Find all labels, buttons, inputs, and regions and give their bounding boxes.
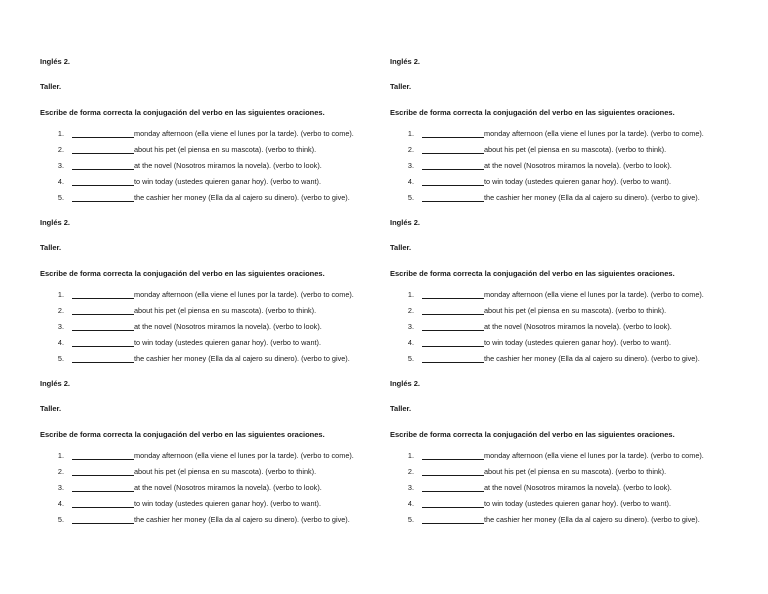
exercise-item — [390, 175, 750, 191]
answer-blank — [422, 523, 484, 524]
worksheet-title: Inglés 2. — [390, 218, 421, 227]
answer-blank — [422, 137, 484, 138]
answer-blank — [422, 507, 484, 508]
answer-blank — [422, 153, 484, 154]
answer-blank — [72, 153, 134, 154]
answer-blank — [422, 346, 484, 347]
answer-blank — [422, 459, 484, 460]
exercise-item — [40, 191, 400, 207]
exercise-text: at the novel (Nosotros miramos la novela). (verbo to look). — [484, 322, 672, 331]
exercise-text: monday afternoon (ella viene el lunes por la tarde). (verbo to come). — [484, 290, 704, 299]
exercise-number: 3. — [407, 483, 414, 492]
worksheet-subtitle: Taller. — [390, 404, 412, 413]
exercise-number: 4. — [57, 177, 64, 186]
answer-blank — [72, 314, 134, 315]
exercise-number: 5. — [57, 515, 64, 524]
exercise-item — [40, 304, 400, 320]
worksheet-instruction: Escribe de forma correcta la conjugación del verbo en las siguientes oraciones. — [390, 108, 675, 117]
exercise-list — [390, 127, 750, 207]
answer-blank — [72, 459, 134, 460]
exercise-item — [40, 288, 400, 304]
exercise-number: 1. — [57, 290, 64, 299]
exercise-item — [390, 304, 750, 320]
exercise-item — [390, 497, 750, 513]
exercise-item — [40, 481, 400, 497]
answer-blank — [422, 362, 484, 363]
exercise-item — [390, 465, 750, 481]
exercise-text: the cashier her money (Ella da al cajero su dinero). (verbo to give). — [134, 354, 350, 363]
exercise-item — [390, 449, 750, 465]
exercise-item — [40, 159, 400, 175]
worksheet-title: Inglés 2. — [40, 379, 71, 388]
answer-blank — [422, 314, 484, 315]
exercise-text: about his pet (el piensa en su mascota). (verbo to think). — [484, 145, 667, 154]
exercise-text: to win today (ustedes quieren ganar hoy). (verbo to want). — [134, 338, 321, 347]
exercise-text: about his pet (el piensa en su mascota). (verbo to think). — [484, 306, 667, 315]
exercise-number: 1. — [407, 451, 414, 460]
worksheet-subtitle: Taller. — [40, 82, 62, 91]
worksheet-subtitle: Taller. — [40, 243, 62, 252]
exercise-text: monday afternoon (ella viene el lunes por la tarde). (verbo to come). — [134, 451, 354, 460]
exercise-number: 4. — [57, 338, 64, 347]
exercise-item — [40, 449, 400, 465]
exercise-number: 4. — [407, 499, 414, 508]
exercise-text: to win today (ustedes quieren ganar hoy). (verbo to want). — [134, 499, 321, 508]
answer-blank — [72, 201, 134, 202]
exercise-list — [40, 288, 400, 368]
exercise-number: 5. — [407, 193, 414, 202]
answer-blank — [422, 185, 484, 186]
exercise-text: the cashier her money (Ella da al cajero su dinero). (verbo to give). — [484, 193, 700, 202]
worksheet-subtitle: Taller. — [390, 82, 412, 91]
exercise-text: the cashier her money (Ella da al cajero su dinero). (verbo to give). — [134, 193, 350, 202]
exercise-text: monday afternoon (ella viene el lunes por la tarde). (verbo to come). — [134, 290, 354, 299]
exercise-item — [390, 127, 750, 143]
worksheet-title: Inglés 2. — [40, 57, 71, 66]
answer-blank — [72, 523, 134, 524]
exercise-text: at the novel (Nosotros miramos la novela). (verbo to look). — [484, 483, 672, 492]
exercise-number: 3. — [407, 161, 414, 170]
worksheet-instruction: Escribe de forma correcta la conjugación del verbo en las siguientes oraciones. — [40, 269, 325, 278]
exercise-item — [40, 127, 400, 143]
exercise-number: 3. — [407, 322, 414, 331]
exercise-text: about his pet (el piensa en su mascota). (verbo to think). — [134, 467, 317, 476]
answer-blank — [72, 491, 134, 492]
worksheet-instruction: Escribe de forma correcta la conjugación del verbo en las siguientes oraciones. — [390, 269, 675, 278]
worksheet-subtitle: Taller. — [390, 243, 412, 252]
exercise-number: 5. — [407, 515, 414, 524]
exercise-number: 5. — [57, 193, 64, 202]
exercise-text: to win today (ustedes quieren ganar hoy). (verbo to want). — [484, 177, 671, 186]
worksheet-instruction: Escribe de forma correcta la conjugación del verbo en las siguientes oraciones. — [40, 108, 325, 117]
exercise-text: at the novel (Nosotros miramos la novela). (verbo to look). — [134, 483, 322, 492]
worksheet-instruction: Escribe de forma correcta la conjugación del verbo en las siguientes oraciones. — [40, 430, 325, 439]
answer-blank — [72, 169, 134, 170]
exercise-text: at the novel (Nosotros miramos la novela). (verbo to look). — [134, 322, 322, 331]
answer-blank — [72, 330, 134, 331]
answer-blank — [72, 137, 134, 138]
exercise-item — [390, 352, 750, 368]
answer-blank — [72, 507, 134, 508]
exercise-list — [40, 127, 400, 207]
exercise-number: 3. — [57, 483, 64, 492]
answer-blank — [72, 346, 134, 347]
worksheet-title: Inglés 2. — [40, 218, 71, 227]
exercise-text: about his pet (el piensa en su mascota). (verbo to think). — [134, 145, 317, 154]
worksheet-title: Inglés 2. — [390, 379, 421, 388]
exercise-list — [390, 288, 750, 368]
exercise-item — [390, 481, 750, 497]
answer-blank — [422, 491, 484, 492]
exercise-number: 1. — [57, 129, 64, 138]
exercise-text: to win today (ustedes quieren ganar hoy). (verbo to want). — [484, 338, 671, 347]
exercise-item — [390, 320, 750, 336]
exercise-text: monday afternoon (ella viene el lunes por la tarde). (verbo to come). — [484, 451, 704, 460]
exercise-number: 2. — [57, 145, 64, 154]
exercise-number: 2. — [407, 306, 414, 315]
exercise-item — [40, 336, 400, 352]
exercise-text: the cashier her money (Ella da al cajero su dinero). (verbo to give). — [484, 515, 700, 524]
answer-blank — [422, 201, 484, 202]
exercise-number: 2. — [57, 467, 64, 476]
exercise-text: about his pet (el piensa en su mascota). (verbo to think). — [134, 306, 317, 315]
exercise-item — [40, 175, 400, 191]
exercise-number: 3. — [57, 322, 64, 331]
exercise-number: 5. — [57, 354, 64, 363]
exercise-item — [390, 288, 750, 304]
exercise-number: 4. — [407, 338, 414, 347]
exercise-item — [390, 191, 750, 207]
answer-blank — [72, 298, 134, 299]
worksheet-subtitle: Taller. — [40, 404, 62, 413]
exercise-number: 1. — [407, 290, 414, 299]
exercise-text: at the novel (Nosotros miramos la novela). (verbo to look). — [484, 161, 672, 170]
exercise-text: monday afternoon (ella viene el lunes por la tarde). (verbo to come). — [134, 129, 354, 138]
exercise-list — [390, 449, 750, 529]
exercise-text: about his pet (el piensa en su mascota). (verbo to think). — [484, 467, 667, 476]
exercise-number: 2. — [57, 306, 64, 315]
exercise-number: 2. — [407, 467, 414, 476]
exercise-number: 4. — [407, 177, 414, 186]
exercise-item — [40, 497, 400, 513]
worksheet-instruction: Escribe de forma correcta la conjugación del verbo en las siguientes oraciones. — [390, 430, 675, 439]
answer-blank — [422, 298, 484, 299]
exercise-number: 4. — [57, 499, 64, 508]
exercise-number: 1. — [407, 129, 414, 138]
exercise-text: to win today (ustedes quieren ganar hoy). (verbo to want). — [484, 499, 671, 508]
exercise-item — [40, 352, 400, 368]
exercise-number: 2. — [407, 145, 414, 154]
exercise-number: 1. — [57, 451, 64, 460]
exercise-text: the cashier her money (Ella da al cajero su dinero). (verbo to give). — [134, 515, 350, 524]
answer-blank — [422, 169, 484, 170]
exercise-item — [390, 513, 750, 529]
answer-blank — [422, 330, 484, 331]
exercise-list — [40, 449, 400, 529]
answer-blank — [72, 185, 134, 186]
exercise-item — [40, 143, 400, 159]
answer-blank — [422, 475, 484, 476]
exercise-text: at the novel (Nosotros miramos la novela). (verbo to look). — [134, 161, 322, 170]
exercise-item — [40, 320, 400, 336]
answer-blank — [72, 362, 134, 363]
exercise-item — [390, 159, 750, 175]
exercise-text: monday afternoon (ella viene el lunes por la tarde). (verbo to come). — [484, 129, 704, 138]
worksheet-title: Inglés 2. — [390, 57, 421, 66]
exercise-item — [40, 465, 400, 481]
answer-blank — [72, 475, 134, 476]
exercise-text: the cashier her money (Ella da al cajero su dinero). (verbo to give). — [484, 354, 700, 363]
exercise-number: 5. — [407, 354, 414, 363]
exercise-item — [390, 143, 750, 159]
exercise-item — [40, 513, 400, 529]
exercise-item — [390, 336, 750, 352]
exercise-text: to win today (ustedes quieren ganar hoy). (verbo to want). — [134, 177, 321, 186]
exercise-number: 3. — [57, 161, 64, 170]
